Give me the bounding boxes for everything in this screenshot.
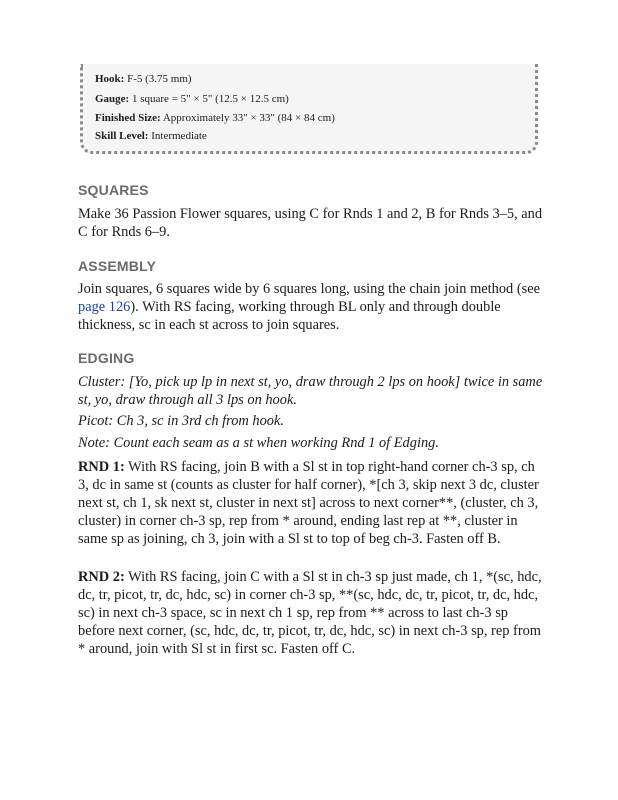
round-1-text: With RS facing, join B with a Sl st in top right-hand corner ch-3 sp, ch 3, dc in same st (counts as cluster for half corner), *[ch 3, skip next 3 dc, cluster next st, ch 1, sk next st, cluster in next st] across to next corner**, (cluster, ch 3, cluster) in corner ch-3 sp, rep from * around, ending last rep at **, cluster in same sp as joining, ch 3, join with a Sl st to top of beg ch-3. Fasten off B.: [78, 459, 539, 547]
hook-label: Hook:: [95, 73, 125, 85]
finished-size-label: Finished Size:: [95, 112, 161, 124]
picot-definition: Picot: Ch 3, sc in 3rd ch from hook.: [78, 413, 284, 429]
assembly-heading: ASSEMBLY: [78, 258, 157, 274]
finished-size-line: [95, 111, 335, 125]
round-2-label: RND 2:: [78, 569, 125, 585]
round-1-instructions: [78, 458, 548, 548]
page-126-link[interactable]: page 126: [78, 299, 131, 315]
assembly-text-before-link: Join squares, 6 squares wide by 6 squares long, using the chain join method (see: [78, 281, 541, 297]
squares-text: Make 36 Passion Flower squares, using C for Rnds 1 and 2, B for Rnds 3–5, and C for Rnds 6–9.: [78, 206, 543, 240]
edging-note: Note: Count each seam as a st when working Rnd 1 of Edging.: [78, 435, 439, 451]
gauge-line: [95, 92, 289, 106]
skill-level-label: Skill Level:: [95, 130, 149, 142]
gauge-label: Gauge:: [95, 93, 130, 105]
finished-size-value: Approximately 33" × 33" (84 × 84 cm): [162, 112, 335, 124]
cluster-definition: Cluster: [Yo, pick up lp in next st, yo, draw through 2 lps on hook] twice in same st, yo, draw through all 3 lps on hook.: [78, 374, 543, 408]
hook-value: F-5 (3.75 mm): [127, 73, 192, 85]
assembly-text: [78, 280, 548, 334]
squares-heading: SQUARES: [78, 182, 149, 198]
hook-line: [95, 72, 192, 86]
skill-level-line: [95, 129, 207, 143]
round-2-instructions: [78, 568, 548, 658]
round-2-text: With RS facing, join C with a Sl st in ch-3 sp just made, ch 1, *(sc, hdc, dc, tr, picot, tr, dc, hdc, sc) in corner ch-3 sp, **(sc, hdc, dc, tr, picot, tr, dc, hdc, sc) in next ch-3 space, sc in next ch 1 sp, rep from ** across to last ch-3 sp before next corner, (sc, hdc, dc, tr, picot, tr, dc, hdc, sc) in next ch-3 sp, rep from * around, join with Sl st in first sc. Fasten off C.: [78, 569, 542, 657]
round-1-label: RND 1:: [78, 459, 125, 475]
edging-heading: EDGING: [78, 350, 135, 366]
assembly-text-after-link: ). With RS facing, working through BL only and through double thickness, sc in each st across to join squares.: [78, 299, 501, 333]
materials-info-box: [80, 64, 538, 154]
skill-level-value: Intermediate: [151, 130, 207, 142]
gauge-value: 1 square = 5" × 5" (12.5 × 12.5 cm): [131, 93, 289, 105]
